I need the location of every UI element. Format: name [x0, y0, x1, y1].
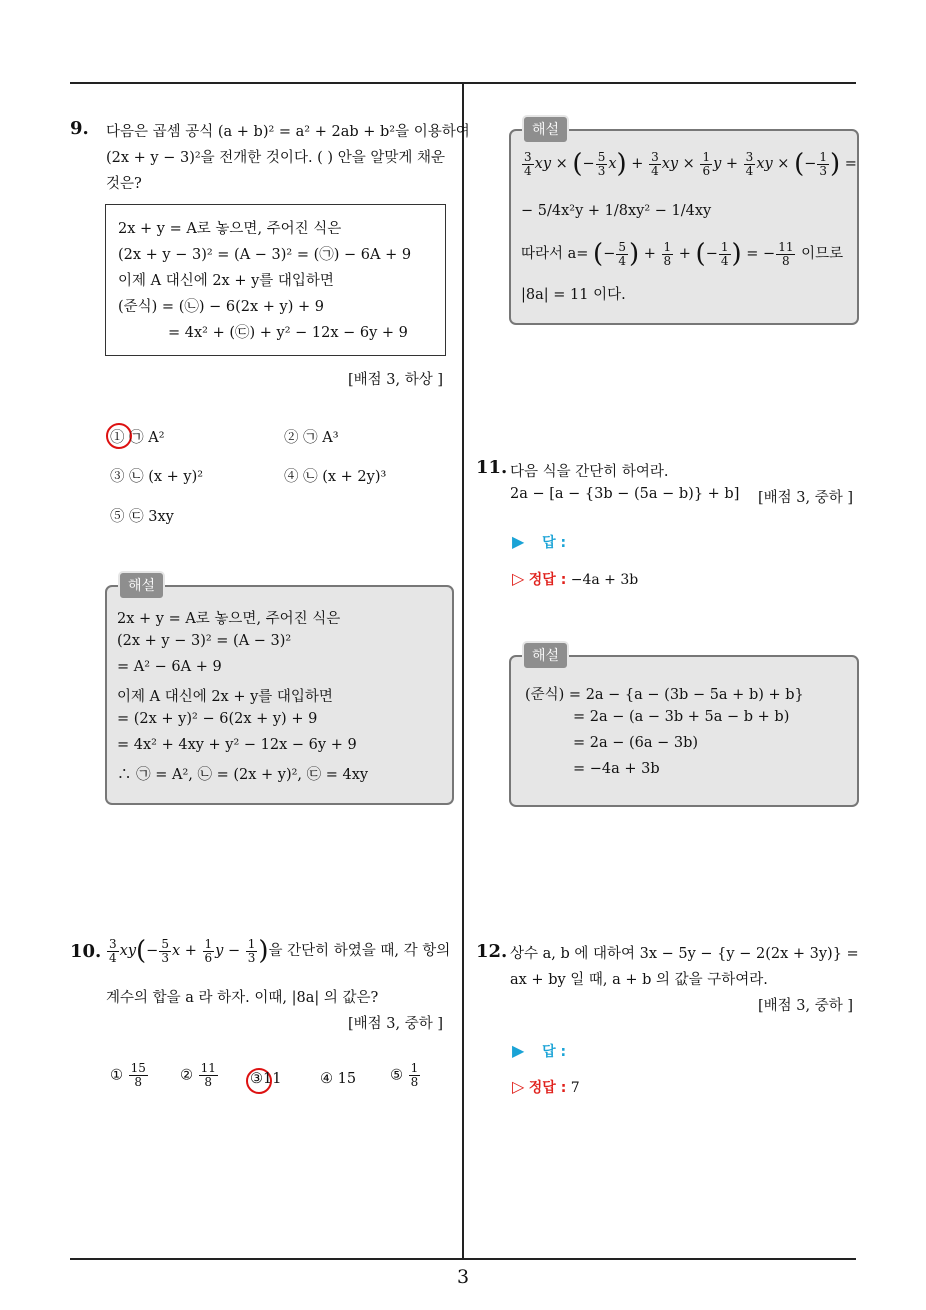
- explanation-line: |8a| = 11 이다.: [521, 287, 626, 303]
- given-line: (2x + y − 3)² = (A − 3)² = (㉠) − 6A + 9: [118, 247, 412, 263]
- points-label: [배점 3, 중하 ]: [348, 1016, 444, 1032]
- question-stem-line: 다음 식을 간단히 하여라.: [510, 464, 669, 480]
- explanation-line: ∴ ㉠ = A², ㉡ = (2x + y)², ㉢ = 4xy: [117, 767, 369, 783]
- explanation-box: [509, 655, 859, 807]
- explanation-line: − 5/4x²y + 1/8xy² − 1/4xy: [521, 203, 712, 219]
- question-stem-line: 상수 a, b 에 대하여 3x − 5y − {y − 2(2x + 3y)} =: [510, 946, 859, 962]
- given-box: [105, 204, 446, 356]
- correct-answer-row: [512, 1077, 580, 1097]
- question-stem-line: $\frac{3}{4}$ xy(− $\frac{5}{3}$ x + $\frac{1}{6}$ y − $\frac{1}{3}$ )을 간단히 하였을 때, 각 항의: [109, 936, 451, 966]
- question-stem-line: (2x + y − 3)²을 전개한 것이다. ( ) 안을 알맞게 채운: [106, 150, 445, 166]
- correct-answer-label: 정답 :: [528, 572, 567, 588]
- points-label: [배점 3, 중하 ]: [758, 998, 854, 1014]
- choice-mark: ⑤: [390, 1067, 403, 1084]
- choice-4[interactable]: ④ ㉡ (x + 2y)³: [284, 469, 387, 485]
- explanation-box: [509, 129, 859, 325]
- given-line: = 4x² + (㉢) + y² − 12x − 6y + 9: [168, 325, 408, 341]
- play-triangle-icon: ▶: [512, 1041, 525, 1060]
- explanation-line: (2x + y − 3)² = (A − 3)²: [117, 633, 292, 649]
- fraction: $\frac{11}{8}$: [200, 1061, 216, 1089]
- choice-3[interactable]: ③ ㉡ (x + y)²: [110, 469, 204, 485]
- explanation-tag: 해설: [522, 115, 569, 144]
- explanation-text: 이므로: [801, 246, 844, 262]
- answer-row: [512, 532, 566, 552]
- choice-1[interactable]: ① ㉠ A²: [110, 430, 165, 446]
- choice-4[interactable]: [320, 1071, 356, 1087]
- choice-5[interactable]: ⑤ ㉢ 3xy: [110, 509, 174, 525]
- explanation-line: = (2x + y)² − 6(2x + y) + 9: [117, 711, 318, 727]
- given-line: 이제 A 대신에 2x + y를 대입하면: [118, 273, 334, 289]
- answer-label: 답 :: [542, 1044, 567, 1060]
- fraction: $\frac{1}{8}$: [410, 1061, 419, 1089]
- explanation-line: $\frac{3}{4}$ xy × (− $\frac{5}{3}$ x) + $\frac{3}{4}$ xy × $\frac{1}{6}$ y + $\frac{3}{4}$ xy × (− $\frac{1}{3}$ ) =: [524, 149, 857, 179]
- explanation-tag: 해설: [522, 641, 569, 670]
- choice-5[interactable]: [390, 1062, 421, 1089]
- choice-value: 11: [263, 1071, 282, 1087]
- question-number: 12.: [476, 941, 508, 962]
- explanation-tag: 해설: [118, 571, 165, 600]
- explanation-line: = 2a − (a − 3b + 5a − b + b): [573, 709, 790, 725]
- choice-3[interactable]: [250, 1071, 281, 1087]
- correct-answer-row: [512, 569, 638, 589]
- question-expression: 2a − [a − {3b − (5a − b)} + b]: [510, 486, 740, 502]
- stem-suffix: 을 간단히 하였을 때, 각 항의: [268, 943, 451, 959]
- answer-row: [512, 1041, 566, 1061]
- explanation-line: = 4x² + 4xy + y² − 12x − 6y + 9: [117, 737, 357, 753]
- outline-triangle-icon: ▷: [512, 569, 525, 588]
- explanation-line: = −4a + 3b: [573, 761, 660, 777]
- question-stem-line: 계수의 합을 a 라 하자. 이때, |8a| 의 값은?: [106, 990, 379, 1006]
- choice-mark: ④: [320, 1071, 333, 1087]
- explanation-line: 이제 A 대신에 2x + y를 대입하면: [117, 689, 333, 705]
- correct-answer-value: 7: [570, 1080, 580, 1096]
- points-label: [배점 3, 중하 ]: [758, 490, 854, 506]
- explanation-line: = A² − 6A + 9: [117, 659, 222, 675]
- bottom-rule: [70, 1258, 856, 1260]
- explanation-text: 따라서 a=: [521, 246, 589, 262]
- correct-answer-value: −4a + 3b: [570, 572, 639, 588]
- choice-2[interactable]: [180, 1062, 219, 1089]
- correct-answer-label: 정답 :: [528, 1080, 567, 1096]
- question-stem-line: ax + by 일 때, a + b 의 값을 구하여라.: [510, 972, 768, 988]
- choice-value: 15: [337, 1071, 357, 1087]
- given-line: (준식) = (㉡) − 6(2x + y) + 9: [118, 299, 324, 315]
- play-triangle-icon: ▶: [512, 532, 525, 551]
- choice-2[interactable]: ② ㉠ A³: [284, 430, 339, 446]
- fraction: $\frac{3}{4}$: [109, 936, 117, 965]
- fraction: $\frac{15}{8}$: [130, 1061, 146, 1089]
- question-number: 9.: [70, 118, 89, 139]
- choice-mark: ③: [250, 1071, 263, 1087]
- outline-triangle-icon: ▷: [512, 1077, 525, 1096]
- choice-1[interactable]: [110, 1062, 149, 1089]
- question-number: 11.: [476, 457, 508, 478]
- page-number: 3: [456, 1266, 470, 1288]
- given-line: 2x + y = A로 놓으면, 주어진 식은: [118, 221, 342, 237]
- question-stem-line: 다음은 곱셈 공식 (a + b)² = a² + 2ab + b²을 이용하여: [106, 124, 470, 140]
- explanation-line: (준식) = 2a − {a − (3b − 5a + b) + b}: [525, 687, 804, 703]
- question-stem-line: 것은?: [106, 176, 142, 192]
- question-number: 10.: [70, 941, 102, 962]
- choice-mark: ①: [110, 1067, 123, 1084]
- explanation-line: = 2a − (6a − 3b): [573, 735, 699, 751]
- explanation-line: 2x + y = A로 놓으면, 주어진 식은: [117, 611, 341, 627]
- explanation-box: [105, 585, 454, 805]
- answer-label: 답 :: [542, 535, 567, 551]
- column-divider: [462, 82, 464, 1258]
- explanation-line: 따라서 a= (− $\frac{5}{4}$ ) + $\frac{1}{8}$ + (− $\frac{1}{4}$ ) = − $\frac{11}{8}$ 이므로: [521, 239, 844, 269]
- choice-mark: ②: [180, 1067, 193, 1084]
- points-label: [배점 3, 하상 ]: [348, 372, 444, 388]
